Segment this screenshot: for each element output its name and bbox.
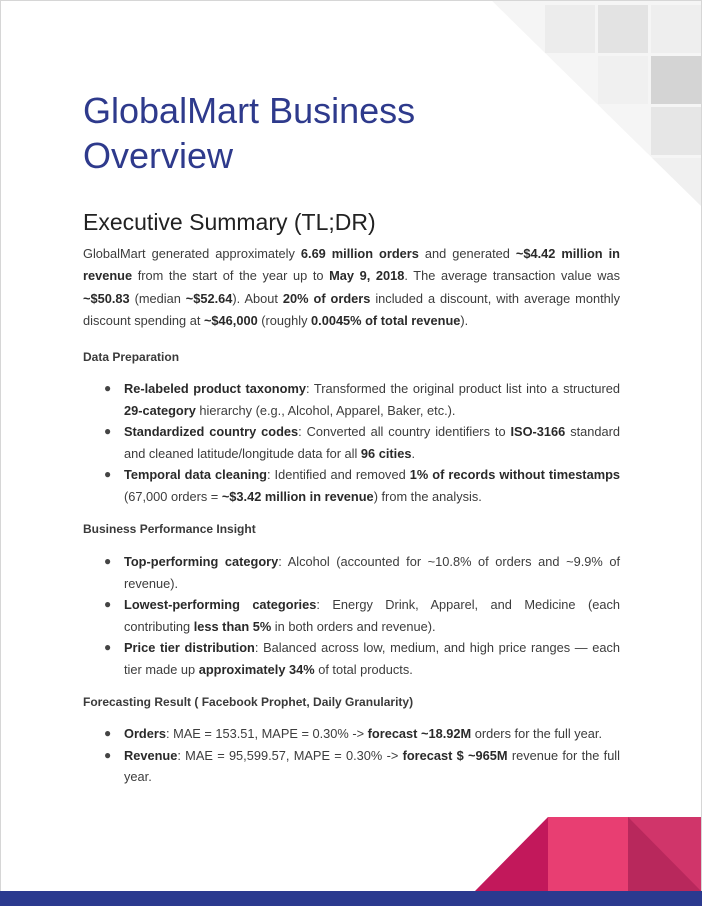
text-run: (67,000 orders = — [124, 488, 222, 504]
bold-text: ~$50.83 — [83, 290, 130, 306]
text-run: orders for the full year. — [471, 726, 603, 741]
bold-text: 0.0045% of total revenue — [311, 312, 461, 328]
bold-text: Revenue — [124, 747, 178, 763]
tile — [545, 5, 595, 53]
tile — [651, 107, 701, 155]
forecasting-list — [83, 723, 620, 788]
text-run: . — [411, 445, 415, 461]
bold-text: 6.69 million orders — [300, 246, 419, 261]
bullet-item — [83, 723, 620, 745]
bold-text: 96 cities — [360, 445, 412, 461]
summary-paragraph — [83, 243, 620, 332]
text-run: of total products. — [314, 661, 413, 677]
text-run: GlobalMart generated approximately — [83, 246, 301, 261]
text-run: : MAE = 153.51, MAPE = 0.30% -> — [165, 726, 368, 741]
text-run: ). About — [232, 290, 283, 306]
text-run: (median — [129, 290, 186, 306]
bold-text: forecast $ ~965M — [402, 747, 508, 763]
data-preparation-list — [83, 378, 620, 507]
bullet-icon: ● — [104, 424, 112, 438]
bullet-icon: ● — [104, 467, 112, 481]
bullet-icon: ● — [104, 554, 112, 568]
text-run: included a discount, with average monthly discount spending at — [83, 290, 620, 328]
section-title-data-preparation: Data Preparation — [83, 350, 180, 364]
document-title: GlobalMart Business Overview — [83, 90, 416, 176]
text-run: hierarchy (e.g., Alcohol, Apparel, Baker, etc.). — [195, 402, 456, 418]
bold-text: Orders — [124, 726, 166, 741]
text-run: revenue for the full year. — [124, 747, 620, 784]
section-title-forecasting: Forecasting Result ( Facebook Prophet, Daily Granularity) — [83, 695, 414, 709]
bullet-item — [83, 378, 620, 421]
text-run: . The average transaction value was — [404, 268, 620, 284]
bold-text: May 9, 2018 — [329, 268, 405, 284]
summary-heading: Executive Summary (TL;DR) — [83, 209, 376, 235]
text-run: : Balanced across low, medium, and high price ranges — each tier made up — [124, 640, 620, 677]
text-run: : Identified and removed — [266, 467, 410, 482]
text-run: standard and cleaned latitude/longitude data for all — [124, 424, 621, 461]
text-run: ). — [460, 312, 469, 328]
bold-text: approximately 34% — [198, 661, 315, 677]
bullet-icon: ● — [104, 726, 112, 740]
business-performance-list — [83, 551, 620, 680]
text-run: : MAE = 95,599.57, MAPE = 0.30% -> — [177, 747, 403, 763]
bold-text: Top-performing category — [124, 554, 279, 569]
bullet-icon: ● — [104, 747, 112, 762]
bullet-item — [83, 594, 620, 637]
bold-text: 20% of orders — [282, 290, 371, 306]
bold-text: forecast ~18.92M — [367, 726, 472, 741]
text-run: : Converted all country identifiers to — [298, 424, 511, 439]
bold-text: Lowest-performing categories — [124, 597, 317, 612]
bold-text: ISO-3166 — [510, 424, 566, 439]
text-run: (roughly — [257, 312, 312, 328]
bold-text: ~$4.42 million in revenue — [83, 246, 620, 284]
bullet-icon: ● — [104, 640, 112, 654]
bullet-item — [83, 464, 620, 507]
footer-bar — [0, 891, 702, 906]
tile — [651, 56, 701, 104]
bold-text: 29-category — [124, 402, 196, 418]
tile — [598, 56, 648, 104]
tile — [598, 5, 648, 53]
bullet-icon: ● — [104, 597, 112, 611]
bold-text: Price tier distribution — [124, 640, 255, 655]
text-run: in both orders and revenue). — [271, 618, 436, 634]
bold-text: 1% of records without timestamps — [409, 467, 621, 482]
text-run: : Energy Drink, Apparel, and Medicine (each contributing — [124, 597, 620, 634]
text-run: and generated — [418, 246, 516, 261]
bold-text: ~$3.42 million in revenue — [221, 488, 374, 504]
bold-text: Temporal data cleaning — [124, 467, 267, 482]
text-run: : Transformed the original product list into a structured — [305, 381, 620, 396]
section-title-business-performance: Business Performance Insight — [83, 522, 256, 536]
bullet-item — [83, 637, 620, 680]
bottom-pink-block — [548, 817, 628, 891]
bold-text: ~$52.64 — [185, 290, 233, 306]
bullet-icon: ● — [104, 381, 112, 395]
text-run: : Alcohol (accounted for ~10.8% of orders and ~9.9% of revenue). — [124, 554, 621, 591]
bold-text: ~$46,000 — [203, 312, 258, 328]
bullet-item — [83, 551, 620, 594]
bold-text: Standardized country codes — [124, 424, 299, 439]
bold-text: less than 5% — [193, 618, 272, 634]
bullet-item — [83, 421, 620, 464]
bullet-item — [83, 745, 620, 788]
bold-text: Re-labeled product taxonomy — [124, 381, 306, 396]
tile — [651, 5, 701, 53]
text-run: ) from the analysis. — [373, 488, 482, 504]
text-run: from the start of the year up to — [132, 268, 330, 284]
